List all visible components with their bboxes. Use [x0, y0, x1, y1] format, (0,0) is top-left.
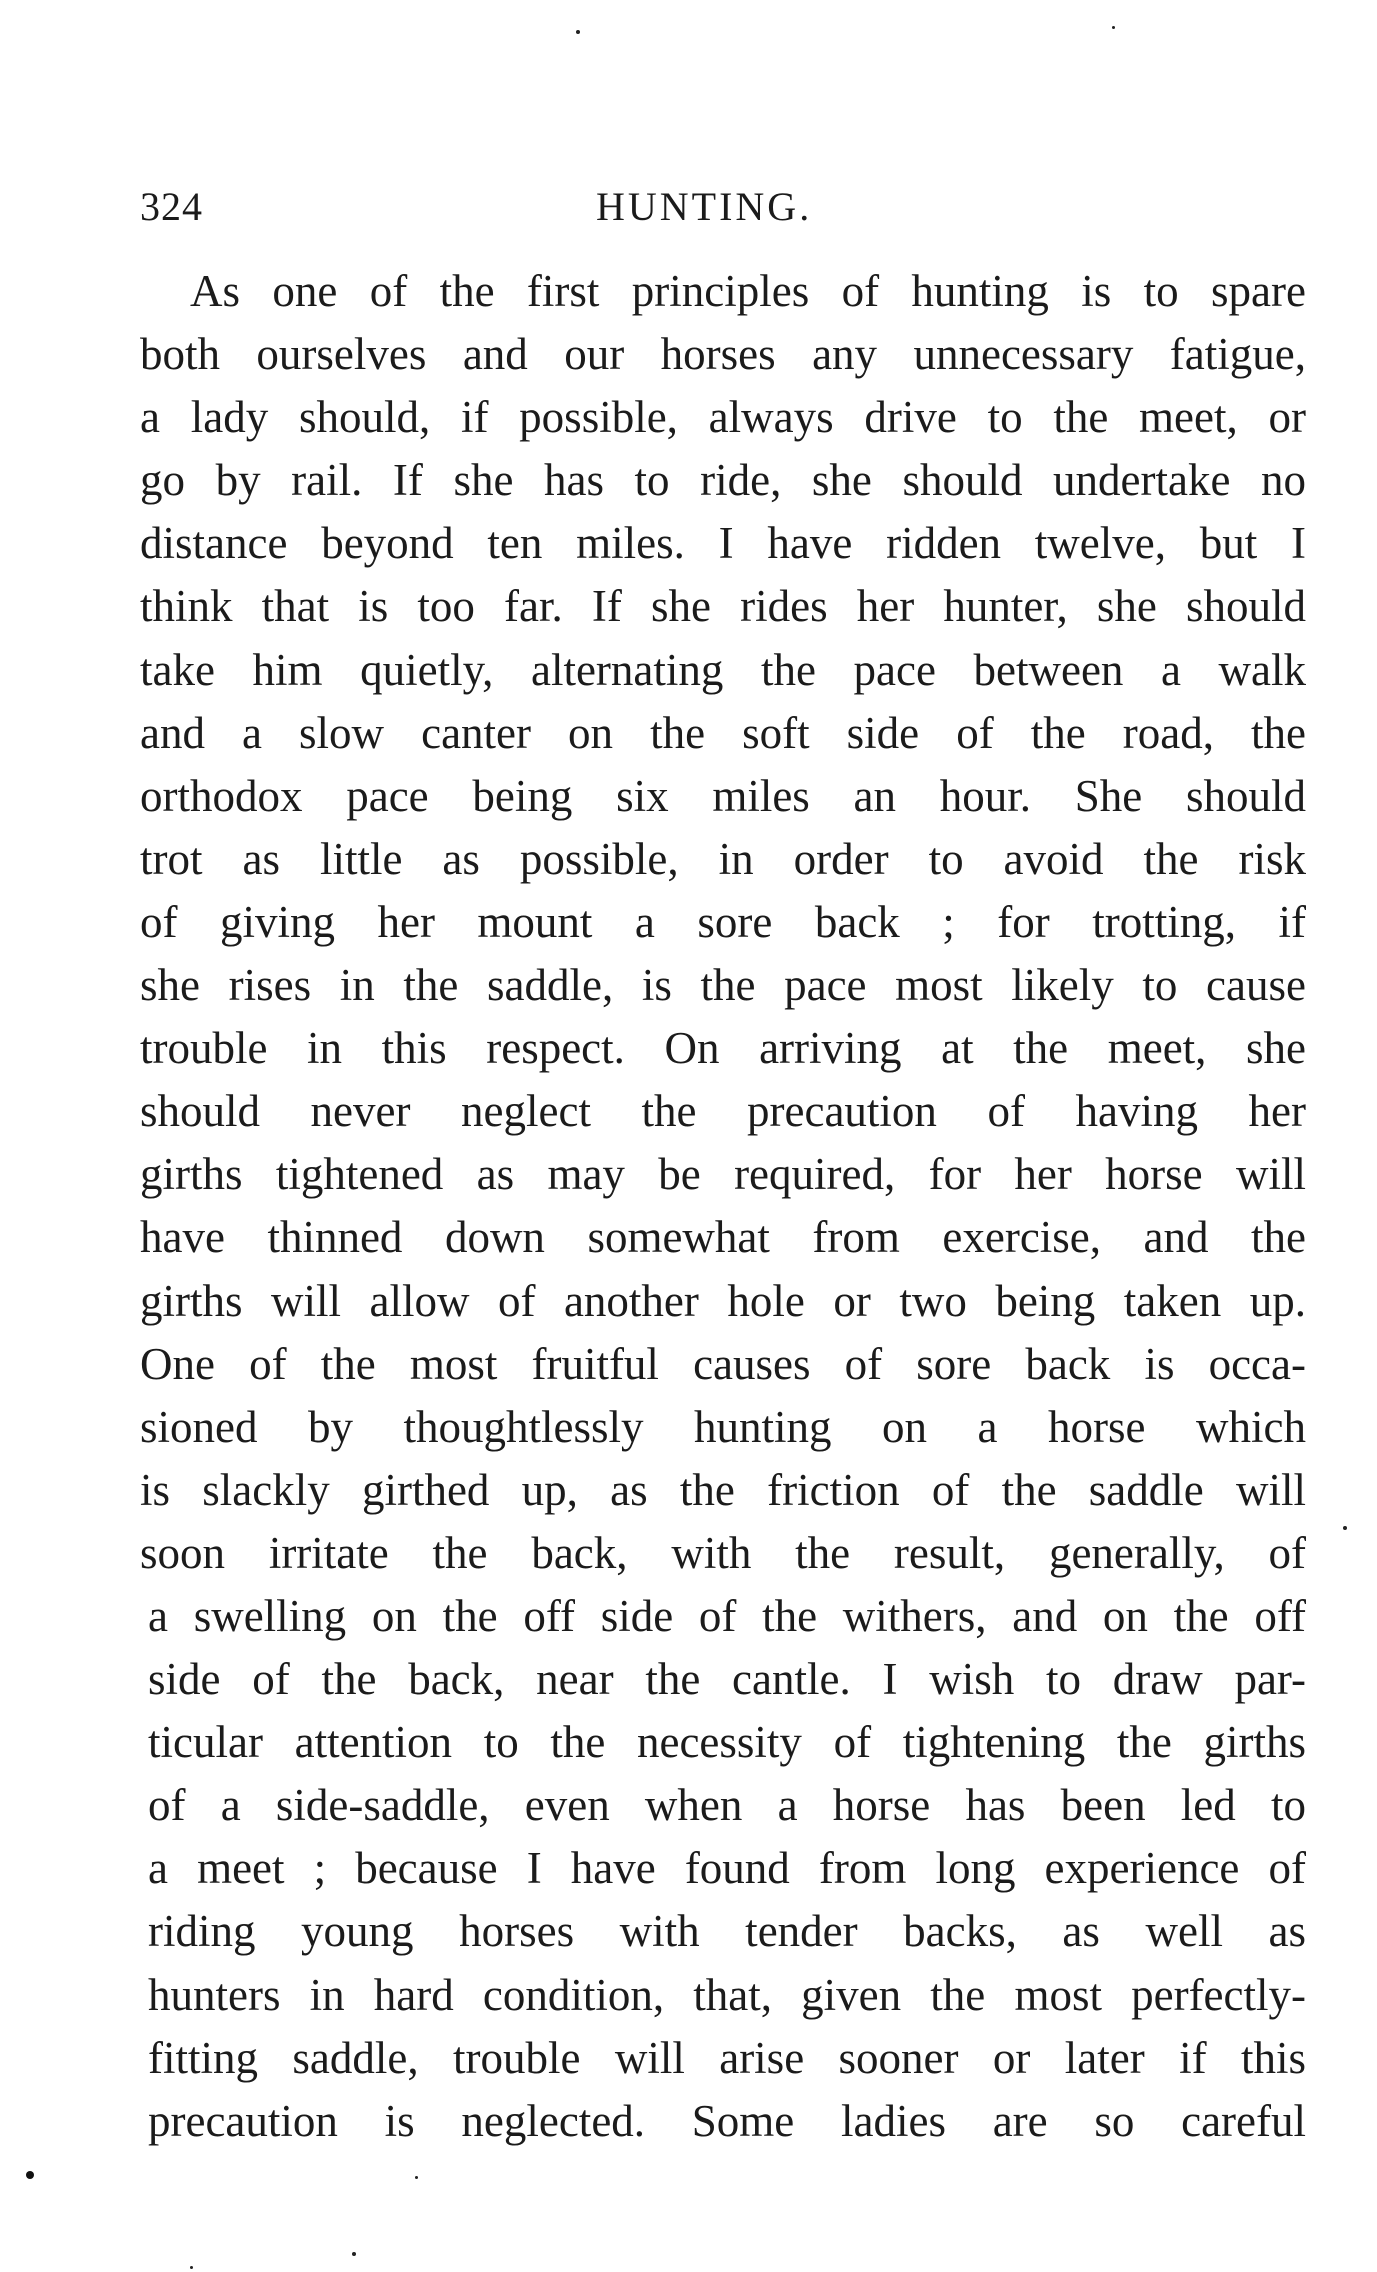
text-line: take him quietly, alternating the pace between a walk: [140, 644, 1306, 695]
text-line: should never neglect the precaution of having her: [140, 1086, 1306, 1137]
text-line: of giving her mount a sore back ; for trotting, if: [140, 896, 1306, 947]
text-line: is slackly girthed up, as the friction of the saddle will: [140, 1464, 1306, 1515]
scan-speck: [576, 30, 580, 34]
text-line: riding young horses with tender backs, as well as: [148, 1906, 1306, 1957]
scan-speck: [415, 2176, 418, 2179]
text-line: distance beyond ten miles. I have ridden twelve, but I: [140, 518, 1306, 569]
text-line: precaution is neglected. Some ladies are so careful: [148, 2095, 1306, 2146]
text-line: a swelling on the off side of the withers, and on the off: [148, 1590, 1306, 1641]
text-line: both ourselves and our horses any unnecessary fatigue,: [140, 329, 1306, 380]
text-line: a meet ; because I have found from long experience of: [148, 1843, 1306, 1894]
scan-speck: [1343, 1526, 1347, 1530]
text-line: fitting saddle, trouble will arise sooner or later if this: [148, 2032, 1306, 2083]
body-text: [140, 260, 1306, 2153]
text-line: think that is too far. If she rides her hunter, she should: [140, 581, 1306, 632]
text-line: ticular attention to the necessity of tightening the girths: [148, 1717, 1306, 1768]
text-line: One of the most fruitful causes of sore back is occa-: [140, 1338, 1306, 1389]
text-line: of a side-saddle, even when a horse has been led to: [148, 1780, 1306, 1831]
text-line: have thinned down somewhat from exercise, and the: [140, 1212, 1306, 1263]
page-header: [140, 183, 1310, 243]
scan-speck: [1112, 26, 1115, 29]
text-line: and a slow canter on the soft side of the road, the: [140, 707, 1306, 758]
text-line: she rises in the saddle, is the pace most likely to cause: [140, 960, 1306, 1011]
text-line: hunters in hard condition, that, given the most perfectly-: [148, 1969, 1306, 2020]
text-line: girths will allow of another hole or two being taken up.: [140, 1275, 1306, 1326]
text-line: girths tightened as may be required, for her horse will: [140, 1149, 1306, 1200]
page-number: 324: [140, 184, 203, 229]
text-line: side of the back, near the cantle. I wish to draw par-: [148, 1654, 1306, 1705]
text-line: soon irritate the back, with the result, generally, of: [140, 1527, 1306, 1578]
scan-speck: [352, 2252, 356, 2256]
scan-speck: [26, 2171, 34, 2179]
scan-speck: [190, 2266, 193, 2269]
text-line: sioned by thoughtlessly hunting on a horse which: [140, 1401, 1306, 1452]
text-line: go by rail. If she has to ride, she should undertake no: [140, 455, 1306, 506]
text-line: trot as little as possible, in order to avoid the risk: [140, 833, 1306, 884]
text-line: a lady should, if possible, always drive to the meet, or: [140, 392, 1306, 443]
text-line: orthodox pace being six miles an hour. She should: [140, 770, 1306, 821]
text-line: As one of the first principles of hunting is to spare: [190, 266, 1306, 316]
text-line: trouble in this respect. On arriving at the meet, she: [140, 1023, 1306, 1074]
running-head: HUNTING.: [596, 184, 813, 229]
